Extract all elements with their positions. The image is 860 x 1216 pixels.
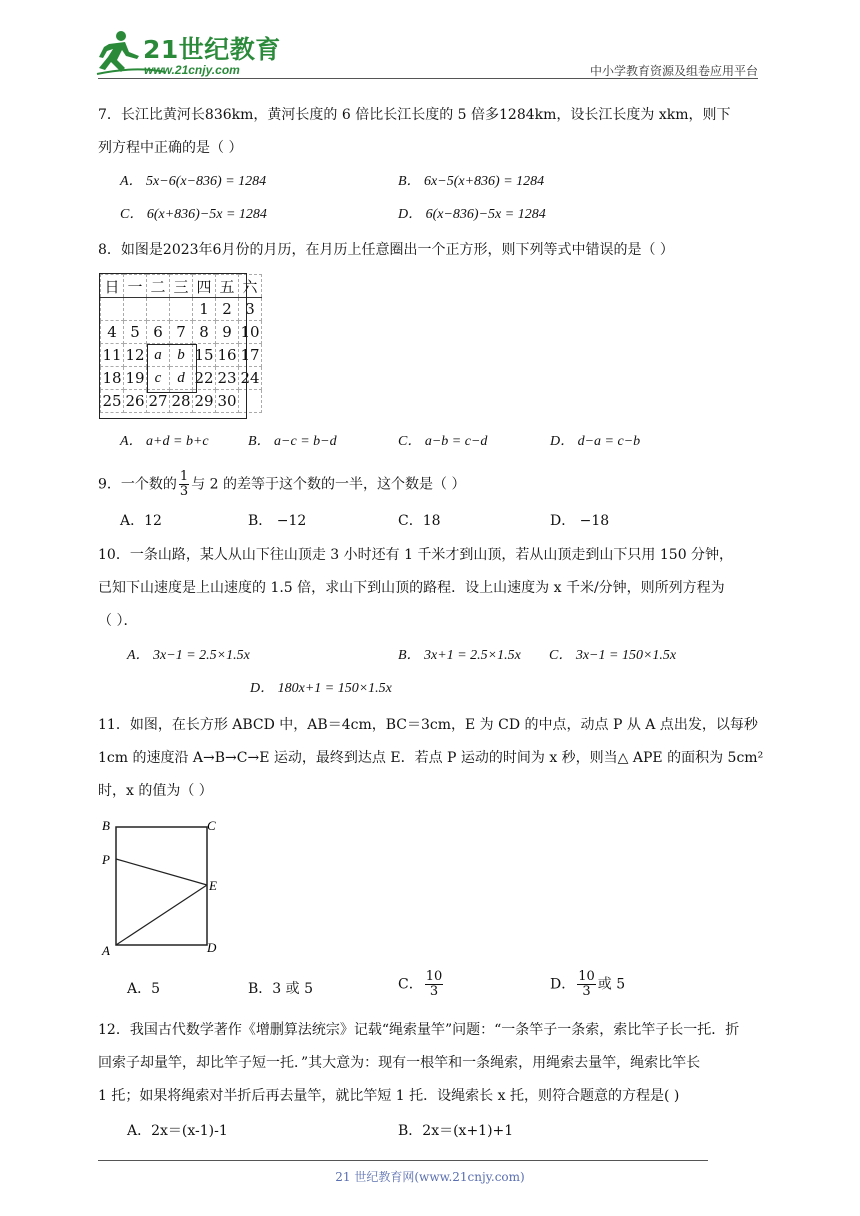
- logo-url: www.21cnjy.com: [144, 63, 240, 77]
- q11-option-b: B．3 或 5: [248, 981, 314, 997]
- calendar-day-cell: 4: [101, 321, 124, 344]
- weekday-cell: 三: [170, 275, 193, 298]
- calendar-day-cell: 8: [193, 321, 216, 344]
- q12-stem-line3: 1 托；如果将绳索对半折后再去量竿，就比竿短 1 托．设绳索长 x 托，则符合题意的方程是( ): [98, 1088, 680, 1104]
- weekday-cell: 日: [101, 275, 124, 298]
- rectangle-figure: [98, 815, 228, 960]
- q7-option-b: B． 6x−5(x+836) = 1284: [398, 174, 545, 189]
- q7-option-c: C． 6(x+836)−5x = 1284: [120, 207, 267, 222]
- calendar-day-cell: 17: [239, 344, 262, 367]
- q9-stem-post: 与 2 的差等于这个数的一半，这个数是（ ）: [191, 476, 466, 493]
- calendar-day-cell: 23: [216, 367, 239, 390]
- calendar-day-cell: a: [147, 344, 170, 367]
- q12-stem-line2: 回索子却量竿，却比竿子短一托．”其大意为：现有一根竿和一条绳索，用绳索去量竿，绳索比竿长: [98, 1055, 701, 1071]
- q11-d-post: 或 5: [597, 976, 626, 993]
- q8-option-b: B． a−c = b−d: [248, 434, 337, 449]
- calendar-day-cell: 1: [193, 298, 216, 321]
- q7-stem-line2: 列方程中正确的是（ ）: [98, 140, 243, 156]
- q12-option-b: B．2x＝(x+1)+1: [398, 1123, 514, 1139]
- calendar-day-cell: 16: [216, 344, 239, 367]
- q11-c-fraction: [425, 970, 444, 999]
- q9-option-c: C．18: [398, 513, 441, 529]
- q11-d-pre: D．: [550, 976, 576, 993]
- q10-option-c: C． 3x−1 = 150×1.5x: [549, 648, 677, 663]
- selected-square: [147, 344, 197, 393]
- calendar-day-cell: c: [147, 367, 170, 390]
- q11-option-d: [550, 970, 625, 999]
- q11-option-c: [398, 970, 445, 999]
- weekday-cell: 六: [239, 275, 262, 298]
- calendar-day-cell: 5: [124, 321, 147, 344]
- calendar-day-cell: 19: [124, 367, 147, 390]
- q10-stem-line2: 已知下山速度是上山速度的 1.5 倍，求山下到山顶的路程．设上山速度为 x 千米/分钟，则所列方程为: [98, 580, 725, 596]
- calendar-day-cell: 7: [170, 321, 193, 344]
- q12-option-a: A．2x＝(x-1)-1: [127, 1123, 228, 1139]
- calendar-day-cell: 15: [193, 344, 216, 367]
- logo-title: 21世纪教育: [143, 35, 281, 64]
- q8-option-d: D． d−a = c−b: [550, 434, 641, 449]
- q7-option-d: D． 6(x−836)−5x = 1284: [398, 207, 546, 222]
- q11-option-a: A．5: [127, 981, 161, 997]
- footer-divider: [98, 1160, 708, 1161]
- q8-option-c: C． a−b = c−d: [398, 434, 488, 449]
- calendar-day-cell: 28: [170, 390, 193, 413]
- q9-fraction: [179, 470, 189, 499]
- weekday-cell: 五: [216, 275, 239, 298]
- calendar-day-cell: 2: [216, 298, 239, 321]
- weekday-cell: 四: [193, 275, 216, 298]
- q11-stem-line2: 1cm 的速度沿 A→B→C→E 运动，最终到达点 E．若点 P 运动的时间为 x 秒，则当△ APE 的面积为 5cm²: [98, 750, 764, 766]
- q11-d-den: 3: [582, 984, 591, 999]
- q9-fraction-num: 1: [179, 469, 189, 484]
- q9-option-b: B． −12: [248, 513, 307, 529]
- q9-fraction-den: 3: [179, 484, 189, 499]
- header-divider: [98, 78, 758, 79]
- label-a: A: [102, 943, 110, 958]
- q12-stem-line1: 12．我国古代数学著作《增删算法统宗》记载“绳索量竿”问题：“一条竿子一条索，索比竿子长一托．折: [98, 1022, 740, 1038]
- calendar-day-cell: 3: [239, 298, 262, 321]
- q8-stem: 8．如图是2023年6月份的月历，在月历上任意圈出一个正方形，则下列等式中错误的是（ ）: [98, 242, 674, 258]
- calendar-day-cell: 9: [216, 321, 239, 344]
- q7-stem-line1: 7．长江比黄河长836km，黄河长度的 6 倍比长江长度的 5 倍多1284km，设长江长度为 xkm，则下: [98, 107, 731, 123]
- segment-ae: [116, 885, 207, 945]
- calendar-day-cell: 6: [147, 321, 170, 344]
- footer-text: 21 世纪教育网(www.21cnjy.com): [335, 1170, 525, 1184]
- calendar-day-cell: 24: [239, 367, 262, 390]
- calendar-day-cell: 12: [124, 344, 147, 367]
- calendar-day-cell: 29: [193, 390, 216, 413]
- label-c: C: [207, 818, 216, 833]
- q11-d-fraction: [577, 970, 596, 999]
- q11-stem-line3: 时，x 的值为（ ）: [98, 783, 213, 799]
- q9-stem: [98, 470, 465, 499]
- page-header: [0, 0, 860, 80]
- calendar-day-cell: 25: [101, 390, 124, 413]
- q8-option-a: A． a+d = b+c: [120, 434, 209, 449]
- q10-option-a: A． 3x−1 = 2.5×1.5x: [127, 648, 250, 663]
- q11-c-num: 10: [425, 969, 443, 984]
- calendar-day-cell: d: [170, 367, 193, 390]
- q9-stem-pre: 9．一个数的: [98, 476, 177, 493]
- rectangle-abcd: [116, 827, 207, 945]
- calendar-day-cell: 22: [193, 367, 216, 390]
- calendar-day-cell: 26: [124, 390, 147, 413]
- label-b: B: [102, 818, 110, 833]
- calendar-day-cell: 10: [239, 321, 262, 344]
- calendar-day-cell: 18: [101, 367, 124, 390]
- weekday-cell: 二: [147, 275, 170, 298]
- q9-option-a: A．12: [120, 513, 162, 529]
- segment-pe: [116, 859, 207, 885]
- q10-option-d: D． 180x+1 = 150×1.5x: [250, 681, 392, 696]
- calendar-day-cell: 11: [101, 344, 124, 367]
- calendar-day-cell: 30: [216, 390, 239, 413]
- calendar-day-cell: b: [170, 344, 193, 367]
- q11-stem-line1: 11．如图，在长方形 ABCD 中，AB＝4cm，BC＝3cm，E 为 CD 的中点，动点 P 从 A 点出发，以每秒: [98, 717, 758, 733]
- weekday-cell: 一: [124, 275, 147, 298]
- q9-option-d: D． −18: [550, 513, 610, 529]
- q7-option-a: A． 5x−6(x−836) = 1284: [120, 174, 267, 189]
- q11-c-den: 3: [429, 984, 439, 999]
- label-p: P: [102, 852, 110, 867]
- q11-c-pre: C．: [398, 976, 423, 993]
- label-e: E: [209, 878, 217, 893]
- calendar-day-cell: 27: [147, 390, 170, 413]
- q11-d-num: 10: [578, 969, 595, 984]
- q10-stem-line3: （ ）．: [98, 613, 138, 629]
- q10-stem-line1: 10．一条山路，某人从山下往山顶走 3 小时还有 1 千米才到山顶，若从山顶走到山下只用 150 分钟，: [98, 547, 734, 563]
- q10-option-b: B． 3x+1 = 2.5×1.5x: [398, 648, 521, 663]
- label-d: D: [207, 940, 217, 955]
- platform-name: 中小学教育资源及组卷应用平台: [589, 64, 758, 78]
